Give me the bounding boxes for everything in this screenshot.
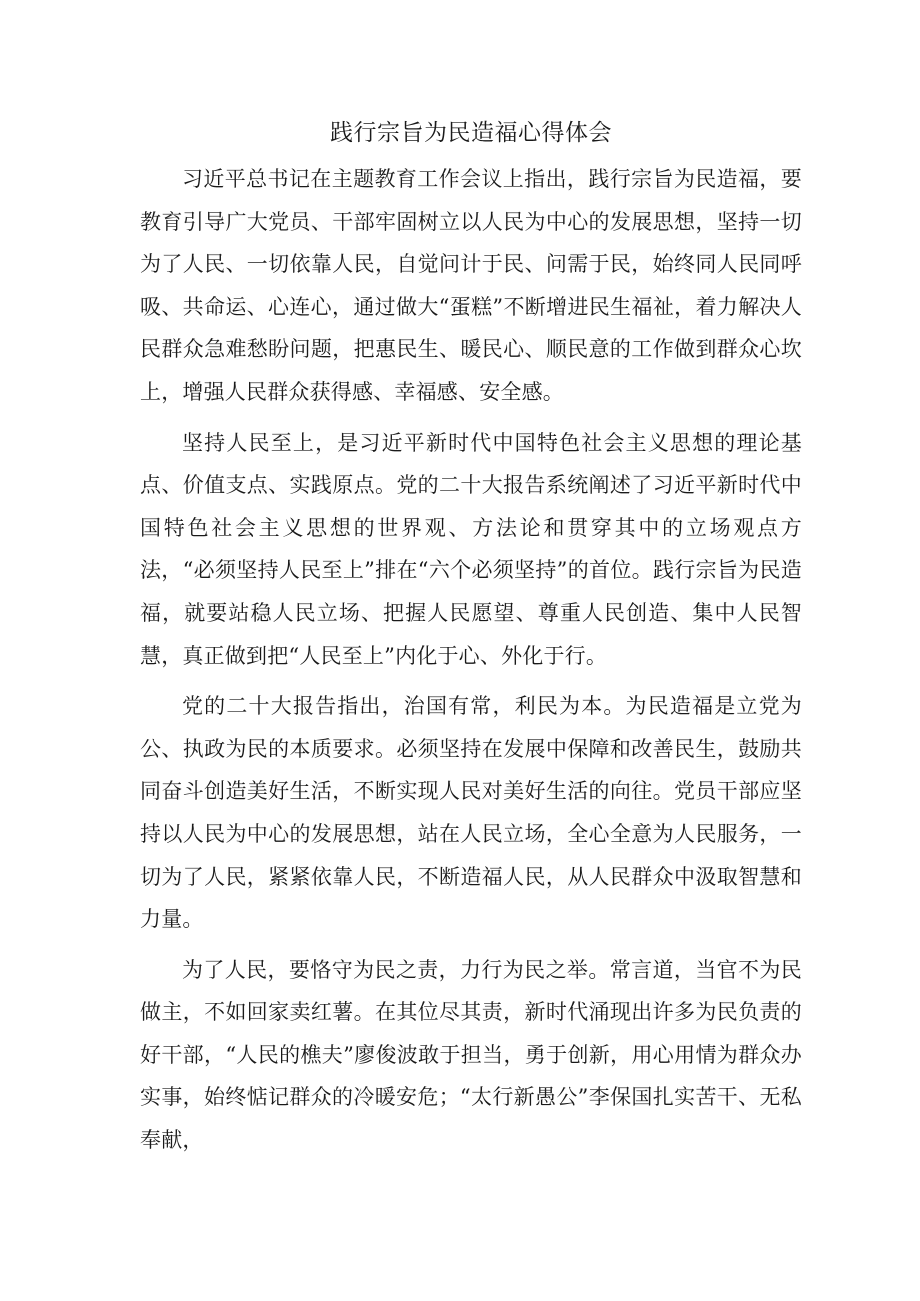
paragraph-4: 为了人民，要恪守为民之责，力行为民之举。常言道，当官不为民做主，不如回家卖红薯。在其位尽其责，新时代涌现出许多为民负责的好干部，“人民的樵夫”廖俊波敢于担当，勇于创新，用心用情为群众办实事，始终惦记群众的冷暖安危；“太行新愚公”李保国扎实苦干、无私奉献，: [140, 957, 802, 1153]
paragraph-1: 习近平总书记在主题教育工作会议上指出，践行宗旨为民造福，要教育引导广大党员、干部牢固树立以人民为中心的发展思想，坚持一切为了人民、一切依靠人民，自觉问计于民、问需于民，始终同人民同呼吸、共命运、心连心，通过做大“蛋糕”不断增进民生福祉，着力解决人民群众急难愁盼问题，把惠民生、暖民心、顺民意的工作做到群众心坎上，增强人民群众获得感、幸福感、安全感。: [140, 167, 802, 404]
document-title: 践行宗旨为民造福心得体会: [330, 120, 612, 146]
paragraph-2: 坚持人民至上，是习近平新时代中国特色社会主义思想的理论基点、价值支点、实践原点。党的二十大报告系统阐述了习近平新时代中国特色社会主义思想的世界观、方法论和贯穿其中的立场观点方法，“必须坚持人民至上”排在“六个必须坚持”的首位。践行宗旨为民造福，就要站稳人民立场、把握人民愿望、尊重人民创造、集中人民智慧，真正做到把“人民至上”内化于心、外化于行。: [140, 430, 802, 668]
paragraph-3: 党的二十大报告指出，治国有常，利民为本。为民造福是立党为公、执政为民的本质要求。必须坚持在发展中保障和改善民生，鼓励共同奋斗创造美好生活，不断实现人民对美好生活的向往。党员干部应坚持以人民为中心的发展思想，站在人民立场，全心全意为人民服务，一切为了人民，紧紧依靠人民，不断造福人民，从人民群众中汲取智慧和力量。: [140, 694, 802, 932]
